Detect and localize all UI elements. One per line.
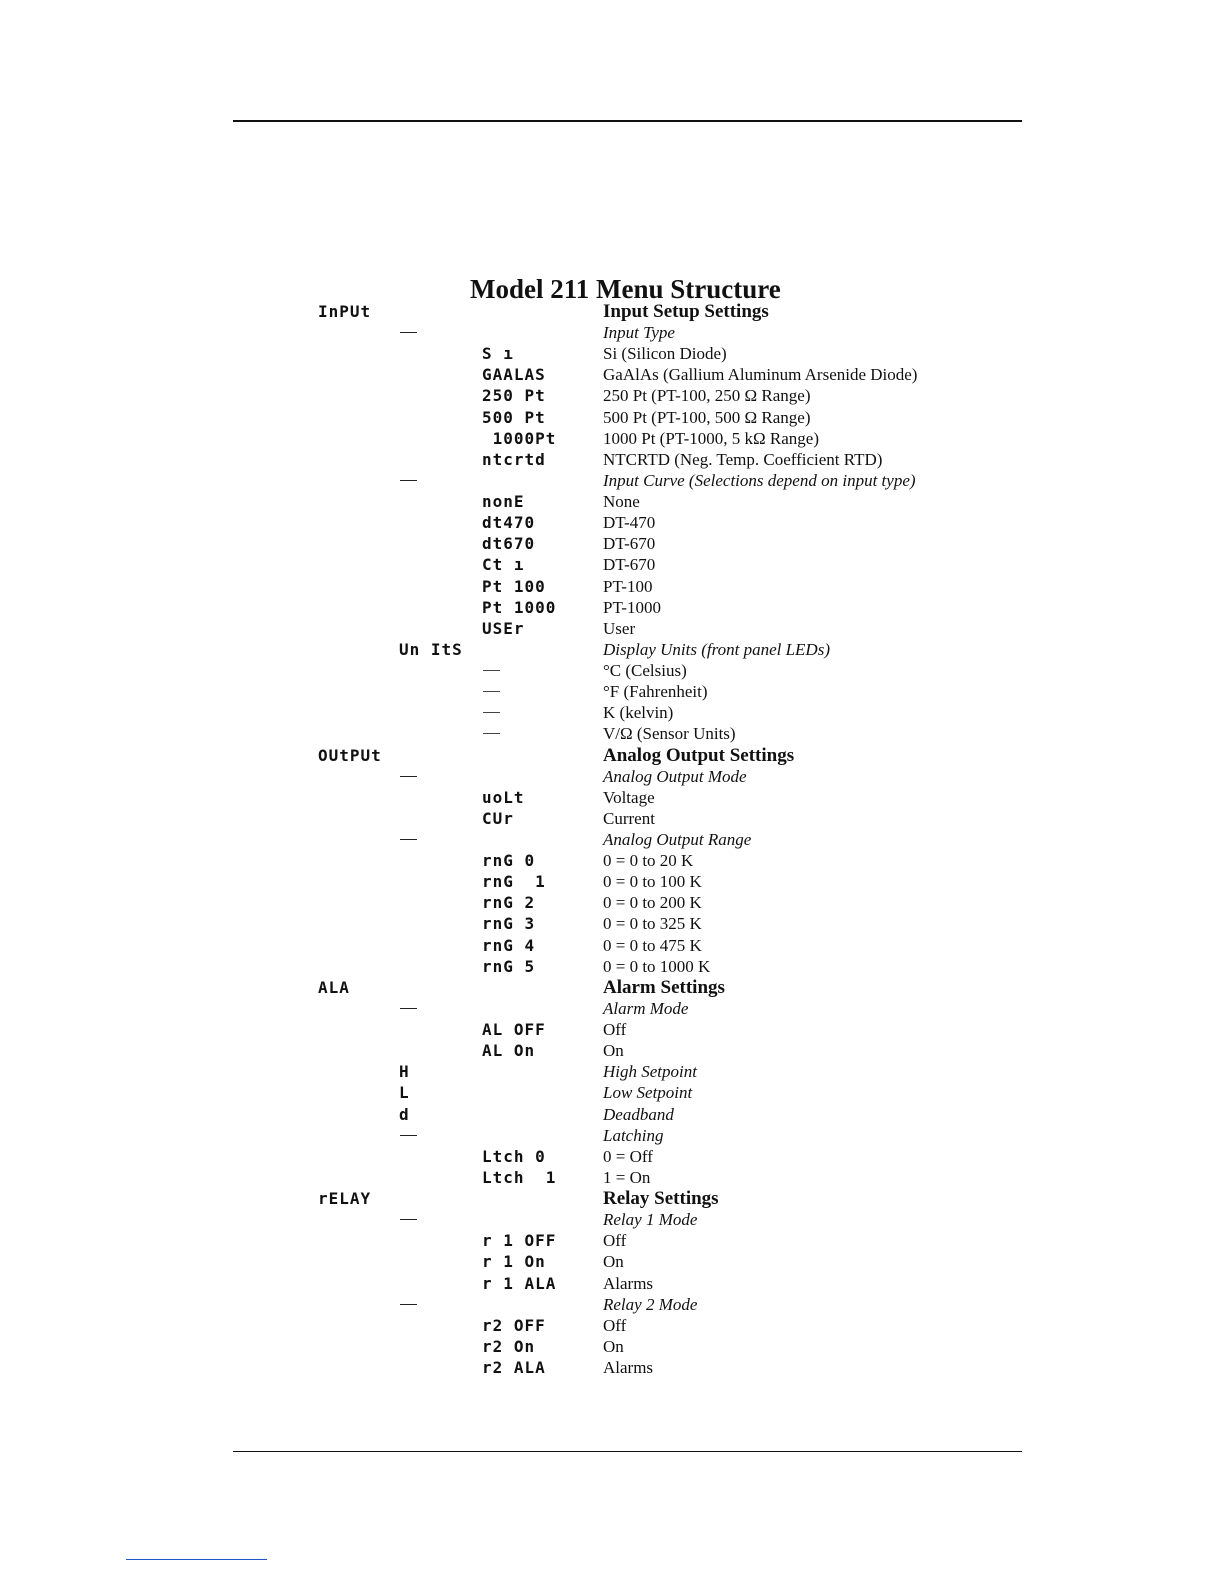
menu-row — [0, 343, 1224, 364]
menu-code: r 1 On — [482, 1252, 546, 1271]
menu-code: Pt 100 — [482, 577, 546, 596]
menu-row — [0, 998, 1224, 1019]
menu-code: rnG 2 — [482, 893, 536, 912]
menu-description: 500 Pt (PT-100, 500 Ω Range) — [603, 408, 811, 427]
dash-marker — [400, 776, 417, 777]
menu-description: None — [603, 492, 640, 511]
menu-description: User — [603, 619, 636, 638]
menu-row — [0, 766, 1224, 787]
dash-marker — [483, 691, 500, 692]
dash-marker — [400, 1008, 417, 1009]
menu-description: 0 = Off — [603, 1147, 653, 1166]
menu-code: dt470 — [482, 513, 536, 532]
menu-row — [0, 871, 1224, 892]
menu-code: OUtPUt — [318, 746, 382, 765]
menu-code: Pt 1000 — [482, 598, 557, 617]
menu-code: InPUt — [318, 302, 372, 321]
menu-row — [0, 1188, 1224, 1209]
menu-description: 0 = 0 to 100 K — [603, 872, 702, 891]
menu-row — [0, 1209, 1224, 1230]
menu-code: r2 OFF — [482, 1316, 546, 1335]
menu-code: r 1 ALA — [482, 1274, 557, 1293]
menu-description: Alarms — [603, 1274, 654, 1293]
menu-description: 0 = 0 to 20 K — [603, 851, 694, 870]
menu-description: DT-470 — [603, 513, 656, 532]
menu-description: V/Ω (Sensor Units) — [603, 724, 736, 743]
menu-description: Current — [603, 809, 655, 828]
menu-row — [0, 1357, 1224, 1378]
menu-description: On — [603, 1041, 624, 1060]
menu-row — [0, 322, 1224, 343]
menu-description: Relay 1 Mode — [603, 1210, 698, 1229]
menu-description: 0 = 0 to 1000 K — [603, 957, 711, 976]
menu-code: 1000Pt — [482, 429, 557, 448]
section-heading: Input Setup Settings — [603, 301, 769, 322]
menu-description: 0 = 0 to 475 K — [603, 936, 702, 955]
menu-row — [0, 977, 1224, 998]
menu-description: DT-670 — [603, 534, 656, 553]
menu-code: uoLt — [482, 788, 525, 807]
menu-row — [0, 449, 1224, 470]
menu-description: On — [603, 1337, 624, 1356]
menu-row — [0, 533, 1224, 554]
menu-row — [0, 787, 1224, 808]
menu-description: DT-670 — [603, 555, 656, 574]
menu-row — [0, 681, 1224, 702]
menu-code: GAALAS — [482, 365, 546, 384]
menu-row — [0, 639, 1224, 660]
menu-code: USEr — [482, 619, 525, 638]
menu-code: H — [399, 1062, 410, 1081]
menu-description: Alarm Mode — [603, 999, 689, 1018]
dash-marker — [400, 1304, 417, 1305]
menu-description: Display Units (front panel LEDs) — [603, 640, 830, 659]
dash-marker — [400, 332, 417, 333]
section-heading: Relay Settings — [603, 1188, 719, 1209]
menu-code: r2 On — [482, 1337, 536, 1356]
menu-row — [0, 554, 1224, 575]
dash-marker — [400, 480, 417, 481]
menu-description: Alarms — [603, 1358, 654, 1377]
menu-code: rnG 4 — [482, 936, 536, 955]
menu-code: 500 Pt — [482, 408, 546, 427]
menu-row — [0, 1040, 1224, 1061]
dash-marker — [400, 1219, 417, 1220]
menu-description: Analog Output Range — [603, 830, 752, 849]
menu-row — [0, 745, 1224, 766]
menu-row — [0, 385, 1224, 406]
menu-description: °C (Celsius) — [603, 661, 687, 680]
menu-code: rnG 0 — [482, 851, 536, 870]
menu-code: rELAY — [318, 1189, 372, 1208]
menu-code: CUr — [482, 809, 514, 828]
menu-code: ALA — [318, 978, 350, 997]
menu-row — [0, 428, 1224, 449]
menu-description: 0 = 0 to 325 K — [603, 914, 702, 933]
menu-code: Un ItS — [399, 640, 463, 659]
menu-description: Si (Silicon Diode) — [603, 344, 727, 363]
menu-row — [0, 512, 1224, 533]
menu-description: GaAlAs (Gallium Aluminum Arsenide Diode) — [603, 365, 918, 384]
section-heading: Alarm Settings — [603, 977, 725, 998]
menu-row — [0, 407, 1224, 428]
dash-marker — [483, 733, 500, 734]
menu-description: K (kelvin) — [603, 703, 674, 722]
menu-description: Input Type — [603, 323, 675, 342]
menu-description: Off — [603, 1231, 627, 1250]
menu-row — [0, 808, 1224, 829]
menu-row — [0, 491, 1224, 512]
menu-description: Analog Output Mode — [603, 767, 747, 786]
menu-row — [0, 597, 1224, 618]
menu-code: r2 ALA — [482, 1358, 546, 1377]
menu-row — [0, 1167, 1224, 1188]
menu-code: rnG 5 — [482, 957, 536, 976]
menu-row — [0, 470, 1224, 491]
menu-description: PT-100 — [603, 577, 653, 596]
menu-description: Deadband — [603, 1105, 674, 1124]
menu-row — [0, 1061, 1224, 1082]
menu-row — [0, 850, 1224, 871]
menu-code: S ı — [482, 344, 514, 363]
menu-description: High Setpoint — [603, 1062, 697, 1081]
menu-description: Off — [603, 1020, 627, 1039]
link-underline — [126, 1559, 267, 1560]
menu-row — [0, 913, 1224, 934]
menu-row — [0, 301, 1224, 322]
menu-description: 250 Pt (PT-100, 250 Ω Range) — [603, 386, 811, 405]
menu-row — [0, 1251, 1224, 1272]
menu-description: NTCRTD (Neg. Temp. Coefficient RTD) — [603, 450, 883, 469]
menu-code: Ct ı — [482, 555, 525, 574]
dash-marker — [400, 1135, 417, 1136]
menu-description: 1000 Pt (PT-1000, 5 kΩ Range) — [603, 429, 820, 448]
section-heading: Analog Output Settings — [603, 745, 795, 766]
menu-code: rnG 3 — [482, 914, 536, 933]
footer-rule — [233, 1451, 1022, 1452]
menu-code: rnG 1 — [482, 872, 546, 891]
menu-row — [0, 829, 1224, 850]
menu-row — [0, 1019, 1224, 1040]
menu-row — [0, 1146, 1224, 1167]
menu-row — [0, 1294, 1224, 1315]
menu-code: d — [399, 1105, 410, 1124]
menu-row — [0, 1230, 1224, 1251]
menu-row — [0, 1104, 1224, 1125]
menu-row — [0, 956, 1224, 977]
menu-description: Voltage — [603, 788, 655, 807]
menu-description: Low Setpoint — [603, 1083, 693, 1102]
menu-code: Ltch 0 — [482, 1147, 546, 1166]
menu-description: Input Curve (Selections depend on input type) — [603, 471, 916, 490]
dash-marker — [483, 670, 500, 671]
menu-description: Latching — [603, 1126, 664, 1145]
menu-description: Off — [603, 1316, 627, 1335]
menu-code: nonE — [482, 492, 525, 511]
menu-code: r 1 OFF — [482, 1231, 557, 1250]
menu-row — [0, 364, 1224, 385]
menu-row — [0, 618, 1224, 639]
menu-row — [0, 1315, 1224, 1336]
menu-description: Relay 2 Mode — [603, 1295, 698, 1314]
dash-marker — [483, 712, 500, 713]
menu-code: AL OFF — [482, 1020, 546, 1039]
menu-code: 250 Pt — [482, 386, 546, 405]
menu-row — [0, 660, 1224, 681]
menu-row — [0, 1082, 1224, 1103]
menu-description: PT-1000 — [603, 598, 661, 617]
menu-description: On — [603, 1252, 624, 1271]
dash-marker — [400, 839, 417, 840]
menu-row — [0, 1336, 1224, 1357]
menu-row — [0, 1273, 1224, 1294]
page-title: Model 211 Menu Structure — [470, 274, 781, 304]
menu-description: 1 = On — [603, 1168, 651, 1187]
menu-row — [0, 892, 1224, 913]
menu-code: AL On — [482, 1041, 536, 1060]
menu-row — [0, 702, 1224, 723]
menu-code: ntcrtd — [482, 450, 546, 469]
menu-row — [0, 576, 1224, 597]
menu-row — [0, 1125, 1224, 1146]
menu-row — [0, 935, 1224, 956]
menu-description: °F (Fahrenheit) — [603, 682, 708, 701]
menu-code: Ltch 1 — [482, 1168, 557, 1187]
menu-code: L — [399, 1083, 410, 1102]
menu-row — [0, 723, 1224, 744]
menu-code: dt670 — [482, 534, 536, 553]
menu-description: 0 = 0 to 200 K — [603, 893, 702, 912]
